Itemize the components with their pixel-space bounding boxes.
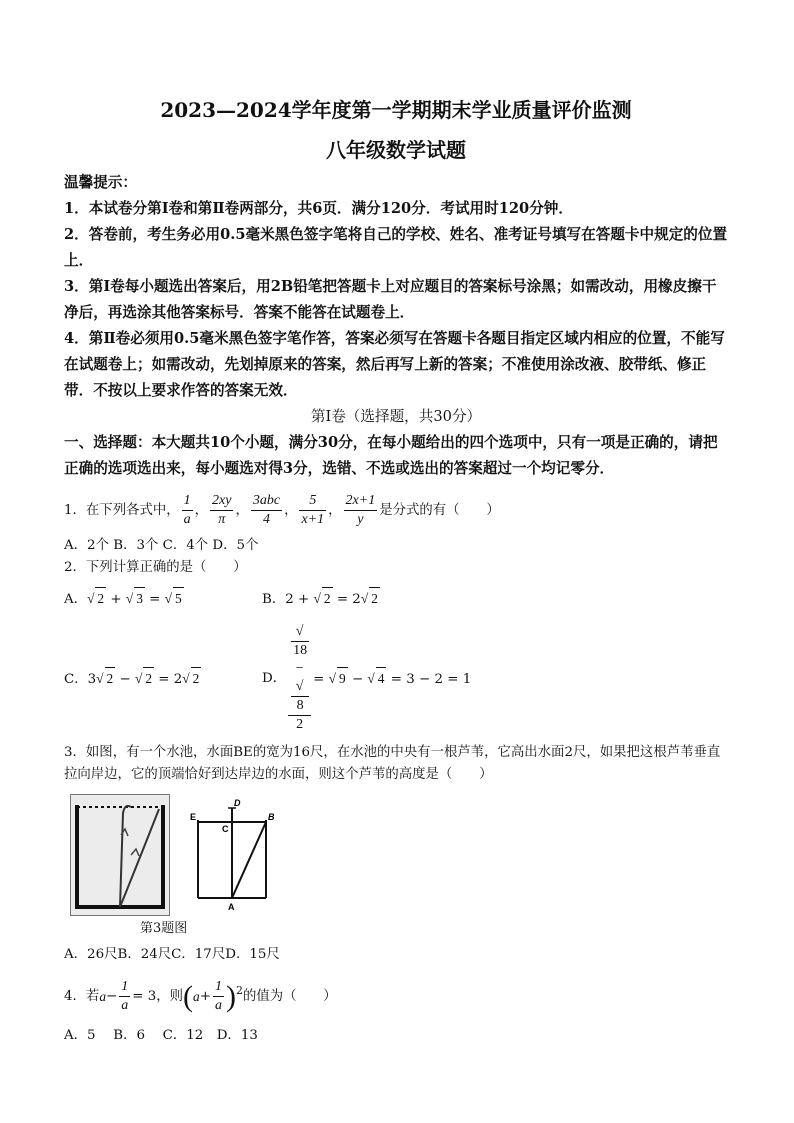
question-1: 1．在下列各式中， $\frac{1}{a}$ ， $\frac{2xy}{\pi}$ ， $\frac{\text{3abc}}{4}$ ， $\frac{5}{x+1}$ ， $\frac{2x+1}{y}$ 是分式的有（ ） — [64, 493, 500, 527]
exam-title: 2023—2024学年度第一学期期末学业质量评价监测 — [160, 98, 632, 122]
option-b: B．2 + √ 2 = 2√ 2 — [262, 587, 380, 611]
notice-item: 2．答卷前，考生务必用0.5毫米黑色签字笔将自己的学校、姓名、准考证号填写在答题卡中规定的位置上． — [64, 226, 728, 269]
question-3-options: A．26尺B．24尺C．17尺D．15尺 — [64, 947, 280, 962]
label-d: D — [234, 798, 241, 808]
fraction-3: $\frac{\text{3abc}}{4}$ — [252, 493, 281, 527]
exam-subtitle: 八年级数学试题 — [326, 138, 466, 162]
notice-block — [64, 170, 728, 404]
question-4-expression-fraction: $\frac{1}{a}$ — [214, 979, 222, 1013]
label-b: B — [268, 812, 275, 822]
pond-diagram — [188, 798, 280, 916]
question-4-exponent: 2 — [235, 984, 243, 997]
option-d: D． √ 18 − √ 8 2 = √ 9 − √ 4 = 3 − 2 = 1 — [262, 624, 472, 732]
question-1-suffix: 是分式的有（ ） — [379, 502, 500, 518]
fraction-1: $\frac{1}{a}$ — [183, 493, 191, 527]
section-heading: 第Ⅰ卷（选择题，共30分） — [310, 408, 482, 425]
fraction-2: $\frac{2xy}{\pi}$ — [212, 493, 232, 527]
fraction-4: $\frac{5}{x+1}$ — [301, 493, 325, 527]
question-4: 4．若 a − $\frac{1}{a}$ = 3，则 ( a + $\frac{1}{a}$ ) $^2$ 的值为（ ） — [64, 979, 337, 1013]
section-instructions: 一、选择题：本大题共10个小题，满分30分，在每小题给出的四个选项中，只有一项是正确的，请把正确的选项选出来，每小题选对得3分，选错、不选或选出的答案超过一个均记零分． — [64, 434, 718, 477]
notice-heading: 温馨提示： — [64, 174, 137, 191]
question-3-figures — [70, 794, 728, 916]
label-a: A — [228, 902, 235, 912]
question-2-options-cd — [64, 623, 728, 734]
option-d-fraction: √ 18 − √ 8 2 — [288, 623, 311, 734]
pond-photo-sketch — [71, 795, 169, 915]
label-e: E — [190, 812, 197, 822]
figure-caption: 第3题图 — [140, 921, 188, 936]
label-c: C — [222, 824, 229, 834]
question-2-stem: 2．下列计算正确的是（ ） — [64, 560, 247, 575]
option-a: A．√ 2 + √ 3 = √ 5 — [64, 587, 214, 611]
question-1-prefix: 1．在下列各式中， — [64, 502, 180, 518]
fraction-5: $\frac{2x+1}{y}$ — [345, 493, 376, 527]
question-3-stem: 3．如图，有一个水池，水面BE的宽为16尺，在水池的中央有一根芦苇，它高出水面2尺，如果把这根芦苇垂直拉向岸边，它的顶端恰好到达岸边的水面，则这个芦苇的高度是（ ） — [64, 745, 721, 782]
pond-photo — [70, 794, 170, 916]
question-1-options: A．2个 B．3个 C．4个 D．5个 — [64, 538, 259, 553]
notice-item: 4．第Ⅱ卷必须用0.5毫米黑色签字笔作答，答案必须写在答题卡各题目指定区域内相应的位置，不能写在试题卷上；如需改动，先划掉原来的答案，然后再写上新的答案；不准使用涂改液、胶带纸、修正带．不按以上要求作答的答案无效． — [64, 330, 725, 399]
notice-item: 1．本试卷分第Ⅰ卷和第Ⅱ卷两部分，共6页．满分120分．考试用时120分钟． — [64, 200, 573, 217]
question-4-condition-fraction: $\frac{1}{a}$ — [121, 979, 129, 1013]
option-c: C．3√ 2 − √ 2 = 2√ 2 — [64, 667, 214, 691]
question-2-options-ab — [64, 587, 728, 611]
question-4-options: A．5 B．6 C．12 D．13 — [64, 1028, 258, 1043]
notice-item: 3．第Ⅰ卷每小题选出答案后，用2B铅笔把答题卡上对应题目的答案标号涂黑；如需改动，用橡皮擦干净后，再选涂其他答案标号．答案不能答在试题卷上． — [64, 278, 717, 321]
